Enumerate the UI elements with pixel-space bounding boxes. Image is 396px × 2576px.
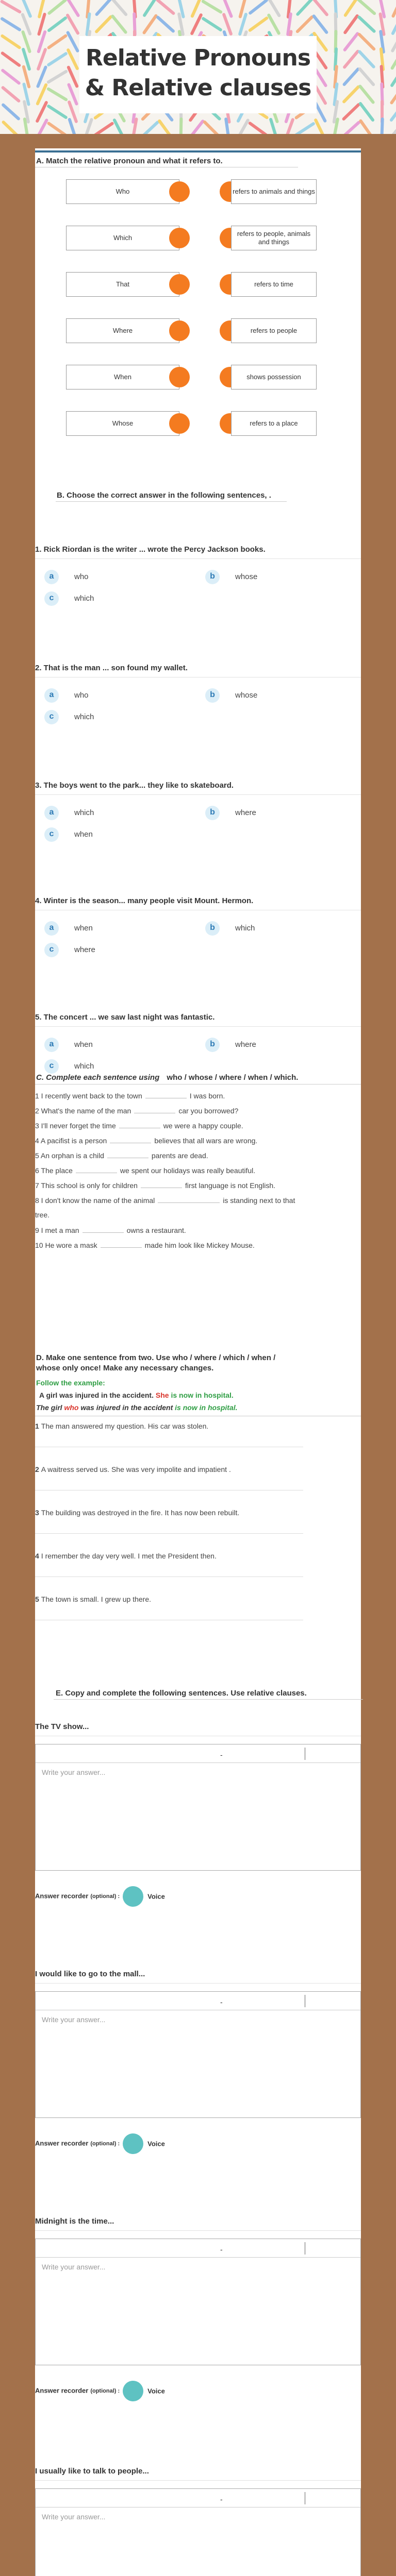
paperclip-icon — [46, 52, 68, 67]
section-e-heading: E. Copy and complete the following sentences. Use relative clauses. — [56, 1689, 307, 1698]
combine-item: 4 I remember the day very well. I met the President then. — [35, 1552, 217, 1560]
question-text: 2. That is the man ... son found my wallet. — [35, 664, 188, 672]
paperclip-icon — [201, 0, 223, 14]
paperclip-icon — [341, 103, 360, 121]
paperclip-icon — [389, 101, 396, 122]
option-text[interactable]: when — [74, 830, 93, 839]
paperclip-icon — [380, 117, 384, 134]
option-badge[interactable]: c — [44, 591, 59, 606]
match-left-item[interactable]: When — [66, 365, 179, 389]
option-badge[interactable]: a — [44, 1038, 59, 1052]
prompt-text: I usually like to talk to people... — [35, 2467, 149, 2476]
example-label: Follow the example: — [36, 1379, 105, 1387]
option-badge[interactable]: a — [44, 806, 59, 820]
paperclip-icon — [248, 0, 269, 15]
paperclip-icon — [94, 14, 113, 33]
paperclip-icon — [248, 16, 269, 32]
blank-input[interactable] — [107, 1151, 148, 1158]
option-text[interactable]: whose — [235, 572, 258, 581]
header-banner — [0, 0, 396, 134]
answer-editor[interactable] — [35, 2239, 361, 2365]
section-b-heading: B. Choose the correct answer in the following sentences, . — [57, 491, 271, 500]
fill-sentence: 1 I recently went back to the town I was born. — [35, 1092, 225, 1100]
combine-item: 1 The man answered my question. His car was stolen. — [35, 1422, 209, 1430]
match-right-item[interactable]: shows possession — [231, 365, 317, 389]
fill-sentence: 6 The place we spent our holidays was really beautiful. — [35, 1166, 256, 1175]
paperclip-icon — [0, 34, 21, 50]
question-text: 4. Winter is the season... many people visit Mount. Hermon. — [35, 896, 254, 905]
question-text: 5. The concert ... we saw last night was fantastic. — [35, 1013, 215, 1022]
option-badge[interactable]: a — [44, 570, 59, 584]
option-text[interactable]: who — [74, 572, 89, 581]
answer-editor[interactable] — [35, 2488, 361, 2576]
option-text[interactable]: who — [74, 691, 89, 700]
blank-input[interactable] — [101, 1241, 142, 1248]
match-handle-icon[interactable] — [169, 320, 190, 341]
answer-editor[interactable] — [35, 1744, 361, 1871]
toolbar-dropdown[interactable]: - — [220, 1998, 223, 2006]
paperclip-icon — [0, 16, 22, 31]
match-right-item[interactable]: refers to animals and things — [231, 179, 317, 204]
question-text: 1. Rick Riordan is the writer ... wrote the Percy Jackson books. — [35, 545, 266, 554]
voice-label[interactable]: Voice — [147, 2387, 165, 2395]
match-handle-icon[interactable] — [169, 228, 190, 248]
paperclip-icon — [0, 0, 22, 14]
record-button-icon[interactable] — [123, 1886, 143, 1907]
option-text[interactable]: which — [74, 808, 94, 817]
answer-editor[interactable] — [35, 1991, 361, 2118]
match-handle-icon[interactable] — [169, 181, 190, 202]
combine-item: 2 A waitress served us. She was very impolite and impatient . — [35, 1465, 231, 1473]
option-badge[interactable]: c — [44, 710, 59, 724]
voice-label[interactable]: Voice — [147, 2140, 165, 2148]
option-text[interactable]: where — [74, 945, 95, 954]
blank-input[interactable] — [110, 1136, 151, 1143]
option-badge[interactable]: c — [44, 827, 59, 842]
toolbar-dropdown[interactable]: - — [220, 2245, 223, 2253]
option-badge[interactable]: a — [44, 921, 59, 936]
worksheet — [35, 148, 361, 2576]
paperclip-icon — [201, 16, 223, 32]
paperclip-icon — [156, 15, 175, 33]
paperclip-icon — [342, 67, 360, 87]
paperclip-icon — [46, 70, 69, 84]
paperclip-icon — [357, 49, 376, 69]
blank-input[interactable] — [82, 1226, 124, 1233]
paperclip-icon — [391, 0, 396, 18]
title-box — [79, 36, 317, 113]
divider — [35, 558, 361, 559]
paperclip-icon — [47, 16, 68, 32]
match-right-item[interactable]: refers to people, animals and things — [231, 226, 317, 250]
divider — [35, 1983, 361, 1984]
paperclip-icon — [358, 67, 376, 87]
match-right-item[interactable]: refers to time — [231, 272, 317, 297]
example-sentence-1: A girl was injured in the accident. She is now in hospital. — [39, 1391, 234, 1399]
fill-sentence: 2 What's the name of the man car you borrowed? — [35, 1107, 239, 1115]
combine-item: 5 The town is small. I grew up there. — [35, 1595, 151, 1603]
paperclip-icon — [357, 15, 376, 33]
option-text[interactable]: where — [235, 808, 256, 817]
prompt-text: I would like to go to the mall... — [35, 1970, 145, 1978]
option-badge[interactable]: b — [205, 688, 220, 703]
paperclip-icon — [47, 0, 68, 15]
answer-line[interactable] — [35, 1533, 303, 1534]
option-text[interactable]: which — [235, 924, 255, 933]
blank-input[interactable] — [119, 1121, 160, 1128]
paperclip-icon — [93, 122, 114, 134]
paperclip-icon — [94, 0, 112, 16]
paperclip-icon — [342, 49, 360, 69]
blank-input[interactable] — [158, 1196, 220, 1203]
divider — [56, 501, 287, 502]
editor-toolbar — [36, 1992, 360, 2010]
answer-recorder: Answer recorder (optional) : Voice — [35, 2133, 165, 2154]
paperclip-icon — [140, 120, 160, 134]
paperclip-icon — [357, 32, 376, 52]
option-text[interactable]: whose — [235, 691, 258, 700]
match-right-item[interactable]: refers to people — [231, 318, 317, 343]
fill-sentence: 3 I'll never forget the time we were a happy couple. — [35, 1122, 243, 1130]
page-title: Relative Pronouns & Relative clauses — [85, 45, 311, 101]
divider — [35, 1026, 361, 1027]
paperclip-icon — [1, 120, 20, 134]
editor-toolbar — [36, 2489, 360, 2507]
toolbar-dropdown[interactable]: - — [220, 2495, 223, 2503]
prompt-text: Midnight is the time... — [35, 2217, 114, 2226]
option-badge[interactable]: c — [44, 943, 59, 957]
editor-toolbar — [36, 2239, 360, 2258]
option-text[interactable]: when — [74, 924, 93, 933]
match-left-item[interactable]: Which — [66, 226, 179, 250]
blank-input[interactable] — [76, 1166, 117, 1173]
record-button-icon[interactable] — [123, 2381, 143, 2401]
paperclip-icon — [1, 51, 22, 67]
option-badge[interactable]: c — [44, 1059, 59, 1074]
example-sentence-2: The girl who was injured in the accident is now in hospital. — [36, 1403, 238, 1412]
fill-sentence: 9 I met a man owns a restaurant. — [35, 1226, 186, 1234]
paperclip-icon — [1, 68, 21, 85]
fill-sentence: 8 I don't know the name of the animal is standing next to that — [35, 1196, 295, 1205]
match-right-item[interactable]: refers to a place — [231, 411, 317, 436]
paperclip-icon — [46, 87, 69, 102]
option-text[interactable]: which — [74, 594, 94, 603]
paperclip-icon — [46, 33, 68, 49]
paperclip-icon — [1, 103, 21, 121]
top-divider — [35, 150, 361, 152]
paperclip-icon — [342, 84, 360, 104]
answer-textarea[interactable]: Write your answer... — [42, 2015, 106, 2024]
paperclip-icon — [203, 120, 222, 134]
paperclip-icon — [46, 104, 68, 120]
match-handle-icon[interactable] — [169, 413, 190, 434]
divider — [35, 794, 361, 795]
fill-sentence: 10 He wore a mask made him look like Mickey Mouse. — [35, 1241, 255, 1249]
option-text[interactable]: which — [74, 1062, 94, 1071]
toolbar-dropdown[interactable]: - — [220, 1751, 223, 1759]
option-text[interactable]: when — [74, 1040, 93, 1049]
blank-input[interactable] — [145, 1091, 187, 1098]
voice-label[interactable]: Voice — [147, 1892, 165, 1901]
option-badge[interactable]: b — [205, 1038, 220, 1052]
fill-sentence: 5 An orphan is a child parents are dead. — [35, 1151, 208, 1160]
combine-item: 3 The building was destroyed in the fire. It has now been rebuilt. — [35, 1509, 240, 1517]
answer-textarea[interactable]: Write your answer... — [42, 2513, 106, 2521]
blank-input[interactable] — [141, 1181, 182, 1188]
answer-recorder: Answer recorder (optional) : Voice — [35, 2381, 165, 2401]
paperclip-icon — [248, 121, 269, 134]
option-badge[interactable]: b — [205, 806, 220, 820]
fill-sentence: tree. — [35, 1211, 50, 1219]
prompt-text: The TV show... — [35, 1722, 89, 1731]
paperclip-icon — [341, 120, 361, 134]
answer-textarea[interactable]: Write your answer... — [42, 2263, 106, 2271]
match-left-item[interactable]: Whose — [66, 411, 179, 436]
match-left-item[interactable]: Where — [66, 318, 179, 343]
paperclip-icon — [294, 122, 316, 134]
record-button-icon[interactable] — [123, 2133, 143, 2154]
question-text: 3. The boys went to the park... they like to skateboard. — [35, 781, 234, 790]
match-left-item[interactable]: That — [66, 272, 179, 297]
section-c-heading: C. Complete each sentence using who / whose / where / when / which. — [36, 1073, 299, 1082]
fill-sentence: 7 This school is only for children first language is not English. — [35, 1181, 276, 1190]
divider — [35, 2230, 361, 2231]
paperclip-icon — [1, 86, 21, 103]
option-badge[interactable]: b — [205, 570, 220, 584]
match-handle-icon[interactable] — [169, 367, 190, 387]
option-text[interactable]: which — [74, 713, 94, 721]
paperclip-icon — [295, 15, 315, 34]
paperclip-icon — [46, 121, 68, 134]
divider — [54, 1699, 363, 1700]
option-badge[interactable]: a — [44, 688, 59, 703]
paperclip-icon — [179, 117, 183, 134]
match-left-item[interactable]: Who — [66, 179, 179, 204]
divider — [35, 2480, 361, 2481]
match-handle-icon[interactable] — [169, 274, 190, 295]
blank-input[interactable] — [134, 1106, 175, 1113]
section-a-heading: A. Match the relative pronoun and what it refers to. — [36, 157, 223, 165]
paperclip-icon — [155, 0, 175, 15]
answer-textarea[interactable]: Write your answer... — [42, 1768, 106, 1776]
paperclip-icon — [357, 0, 377, 15]
paperclip-icon — [295, 0, 314, 16]
fill-sentence: 4 A pacifist is a person believes that all wars are wrong. — [35, 1137, 258, 1145]
answer-recorder: Answer recorder (optional) : Voice — [35, 1886, 165, 1907]
paperclip-icon — [389, 119, 396, 134]
editor-toolbar — [36, 1744, 360, 1763]
option-text[interactable]: where — [235, 1040, 256, 1049]
section-d-heading: D. Make one sentence from two. Use who / where / which / when / whose only once! Make any necessary changes. — [36, 1353, 276, 1372]
option-badge[interactable]: b — [205, 921, 220, 936]
